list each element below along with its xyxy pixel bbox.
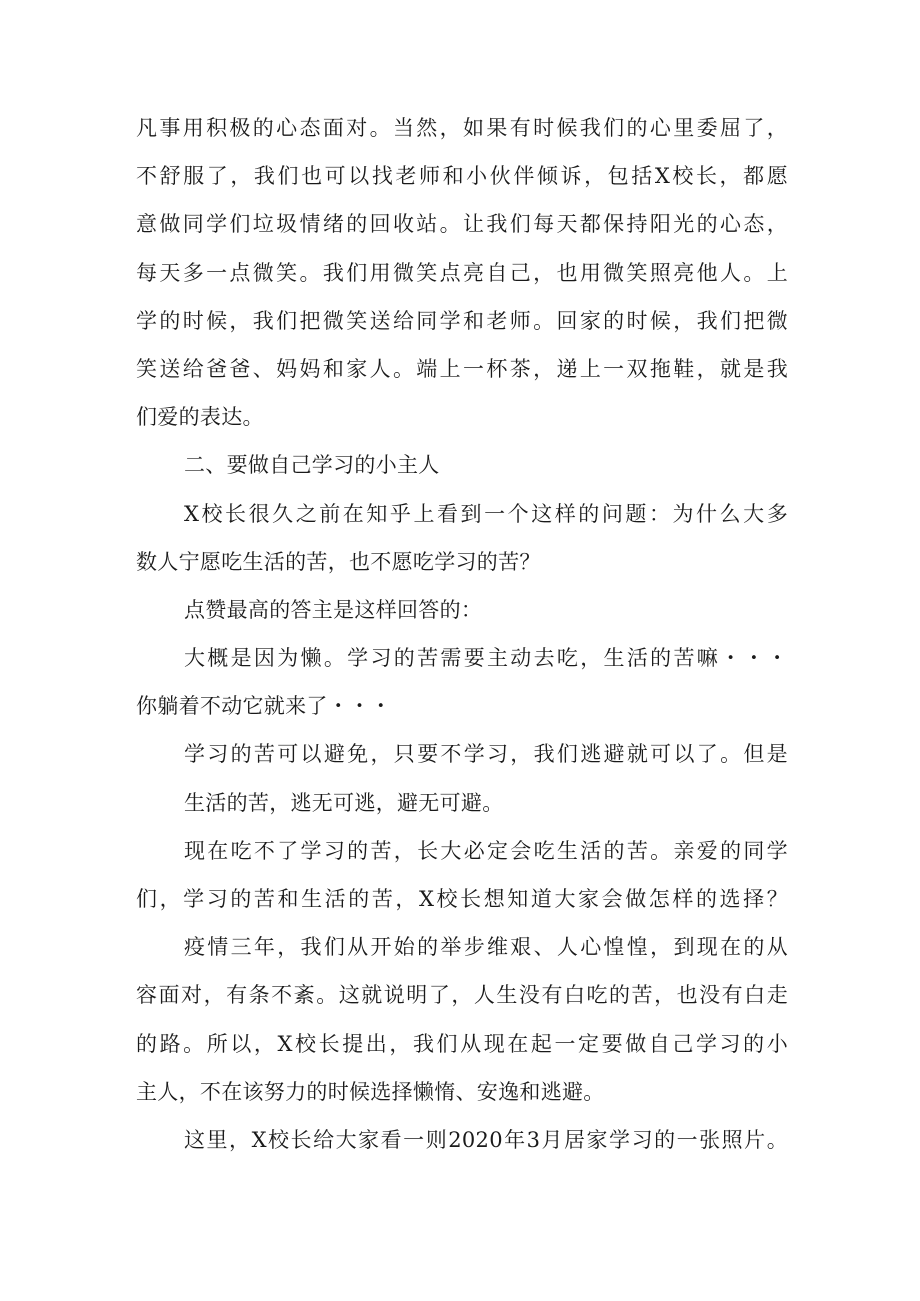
text-line: 们爱的表达。: [136, 405, 264, 430]
text-line: 的路。所以，X校长提出，我们从现在起一定要做自己学习的小: [136, 1031, 788, 1056]
text-line: 点赞最高的答主是这样回答的：: [184, 597, 483, 622]
text-line: 学习的苦可以避免，只要不学习，我们逃避就可以了。但是: [184, 742, 788, 767]
text-line: 每天多一点微笑。我们用微笑点亮自己，也用微笑照亮他人。上: [136, 260, 788, 285]
text-line: 主人，不在该努力的时候选择懒惰、安逸和逃避。: [136, 1079, 605, 1104]
text-line: 意做同学们垃圾情绪的回收站。让我们每天都保持阳光的心态，: [136, 212, 788, 237]
text-line: 数人宁愿吃生活的苦，也不愿吃学习的苦？: [136, 549, 541, 574]
text-line: 大概是因为懒。学习的苦需要主动去吃，生活的苦嘛・・・: [184, 646, 788, 671]
text-line: 现在吃不了学习的苦，长大必定会吃生活的苦。亲爱的同学: [184, 838, 788, 863]
text-line: 笑送给爸爸、妈妈和家人。端上一杯茶，递上一双拖鞋，就是我: [136, 356, 788, 381]
section-heading: 二、要做自己学习的小主人: [184, 453, 440, 478]
text-line: 们，学习的苦和生活的苦，X校长想知道大家会做怎样的选择？: [136, 887, 788, 911]
text-line: 不舒服了，我们也可以找老师和小伙伴倾诉，包括X校长，都愿: [136, 164, 788, 189]
text-line: 这里，X校长给大家看一则2020年3月居家学习的一张照片。: [184, 1127, 788, 1152]
text-line: X校长很久之前在知乎上看到一个这样的问题：为什么大多: [184, 501, 788, 526]
text-line: 学的时候，我们把微笑送给同学和老师。回家的时候，我们把微: [136, 308, 788, 333]
text-line: 疫情三年，我们从开始的举步维艰、人心惶惶，到现在的从: [184, 935, 788, 960]
text-line: 生活的苦，逃无可逃，避无可避。: [184, 790, 504, 815]
document-page: [136, 104, 788, 1164]
text-line: 容面对，有条不紊。这就说明了，人生没有白吃的苦，也没有白走: [136, 983, 788, 1008]
text-line: 凡事用积极的心态面对。当然，如果有时候我们的心里委屈了，: [136, 116, 788, 140]
text-line: 你躺着不动它就来了・・・: [136, 694, 392, 719]
